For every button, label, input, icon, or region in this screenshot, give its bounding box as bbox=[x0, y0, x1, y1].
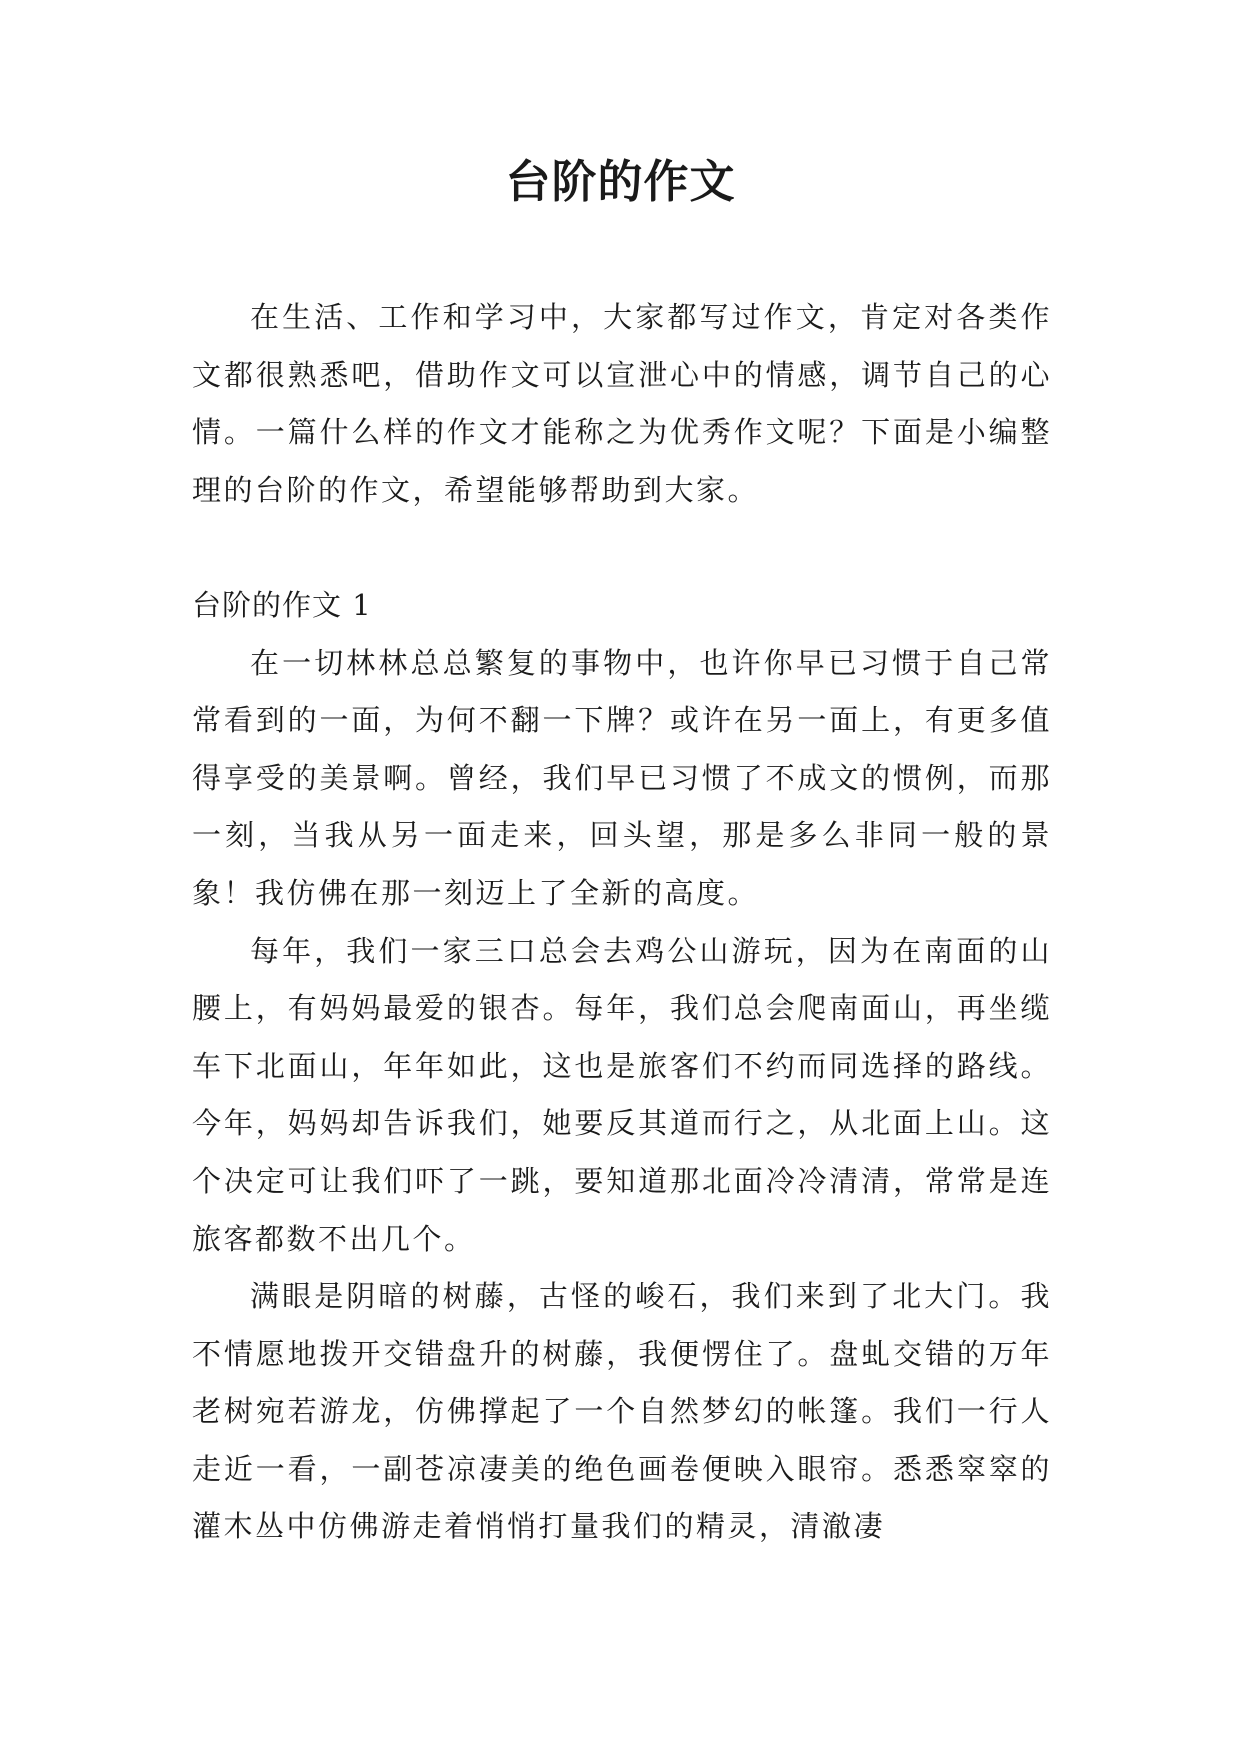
section-heading: 台阶的作文 1 bbox=[192, 587, 372, 622]
body-paragraph: 满眼是阴暗的树藤，古怪的峻石，我们来到了北大门。我不情愿地拨开交错盘升的树藤，我便愣住了。盘虬交错的万年老树宛若游龙，仿佛撑起了一个自然梦幻的帐篷。我们一行人走近一看，一副苍凉凄美的绝色画卷便映入眼帘。悉悉窣窣的灌木丛中仿佛游走着悄悄打量我们的精灵，清澈凄 bbox=[192, 1279, 1052, 1544]
body-paragraph: 每年，我们一家三口总会去鸡公山游玩，因为在南面的山腰上，有妈妈最爱的银杏。每年，我们总会爬南面山，再坐缆车下北面山，年年如此，这也是旅客们不约而同选择的路线。今年，妈妈却告诉我们，她要反其道而行之，从北面上山。这个决定可让我们吓了一跳，要知道那北面冷冷清清，常常是连旅客都数不出几个。 bbox=[192, 933, 1052, 1256]
intro-paragraph: 在生活、工作和学习中，大家都写过作文，肯定对各类作文都很熟悉吧，借助作文可以宣泄心中的情感，调节自己的心情。一篇什么样的作文才能称之为优秀作文呢？下面是小编整理的台阶的作文，希望能够帮助到大家。 bbox=[192, 300, 1052, 507]
document-title: 台阶的作文 bbox=[505, 155, 736, 208]
document-body bbox=[192, 289, 1052, 1556]
body-paragraph: 在一切林林总总繁复的事物中，也许你早已习惯于自己常常看到的一面，为何不翻一下牌？或许在另一面上，有更多值得享受的美景啊。曾经，我们早已习惯了不成文的惯例，而那一刻，当我从另一面走来，回头望，那是多么非同一般的景象！我仿佛在那一刻迈上了全新的高度。 bbox=[192, 645, 1052, 910]
spacer bbox=[192, 519, 1052, 577]
